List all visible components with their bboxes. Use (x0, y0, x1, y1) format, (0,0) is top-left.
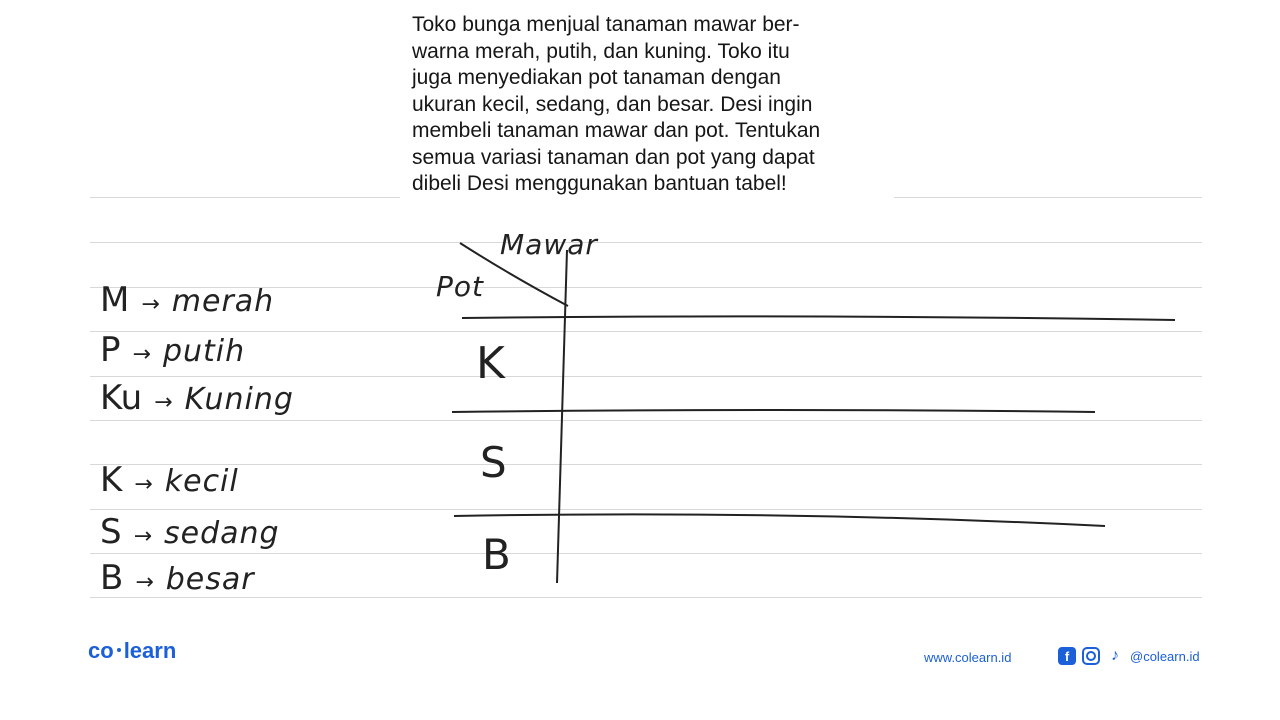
colearn-logo (88, 638, 176, 664)
question-line: juga menyediakan pot tanaman dengan (412, 66, 781, 89)
table-row-line (454, 514, 1105, 526)
website-link[interactable]: www.colearn.id (924, 650, 1012, 665)
arrow-icon: → (133, 524, 153, 549)
table-row-line (452, 410, 1095, 412)
instagram-icon[interactable] (1082, 647, 1100, 665)
question-line: membeli tanaman mawar dan pot. Tentukan (412, 119, 821, 142)
arrow-icon: → (154, 390, 173, 415)
legend-key: Ku (100, 378, 143, 418)
legend-value: putih (162, 334, 246, 369)
legend-key: S (100, 512, 122, 552)
brand-left: co (88, 638, 114, 663)
arrow-icon: → (132, 342, 151, 367)
question-line: ukuran kecil, sedang, dan besar. Desi ingin (412, 92, 813, 116)
table-row-label: B (482, 530, 512, 579)
legend-key: B (100, 558, 124, 598)
brand-right: learn (123, 638, 177, 663)
legend-key: K (100, 460, 123, 500)
table-row-header: Pot (436, 270, 484, 303)
tiktok-icon[interactable]: ♪ (1111, 647, 1119, 664)
arrow-icon: → (141, 292, 160, 317)
legend-value: Kuning (184, 382, 294, 417)
arrow-icon: → (135, 570, 154, 595)
question-line: semua variasi tanaman dan pot yang dapat (412, 145, 815, 169)
legend-key: M (100, 280, 130, 320)
legend-value: merah (171, 284, 275, 319)
table-column-header: Mawar (500, 228, 598, 261)
facebook-icon[interactable]: f (1058, 647, 1076, 665)
social-links (1058, 647, 1200, 665)
arrow-icon: → (134, 472, 153, 497)
table-row-label: K (476, 338, 506, 389)
legend-value: sedang (164, 516, 280, 551)
legend-value: besar (165, 562, 255, 597)
legend-value: kecil (164, 464, 239, 499)
question-line: warna merah, putih, dan kuning. Toko itu (412, 39, 790, 63)
table-header-line (462, 316, 1175, 320)
legend-key: P (100, 330, 121, 370)
social-handle[interactable]: @colearn.id (1130, 648, 1200, 664)
table-row-label: S (480, 438, 508, 487)
question-line: Toko bunga menjual tanaman mawar ber- (412, 13, 800, 36)
question-line: dibeli Desi menggunakan bantuan tabel! (412, 172, 787, 195)
